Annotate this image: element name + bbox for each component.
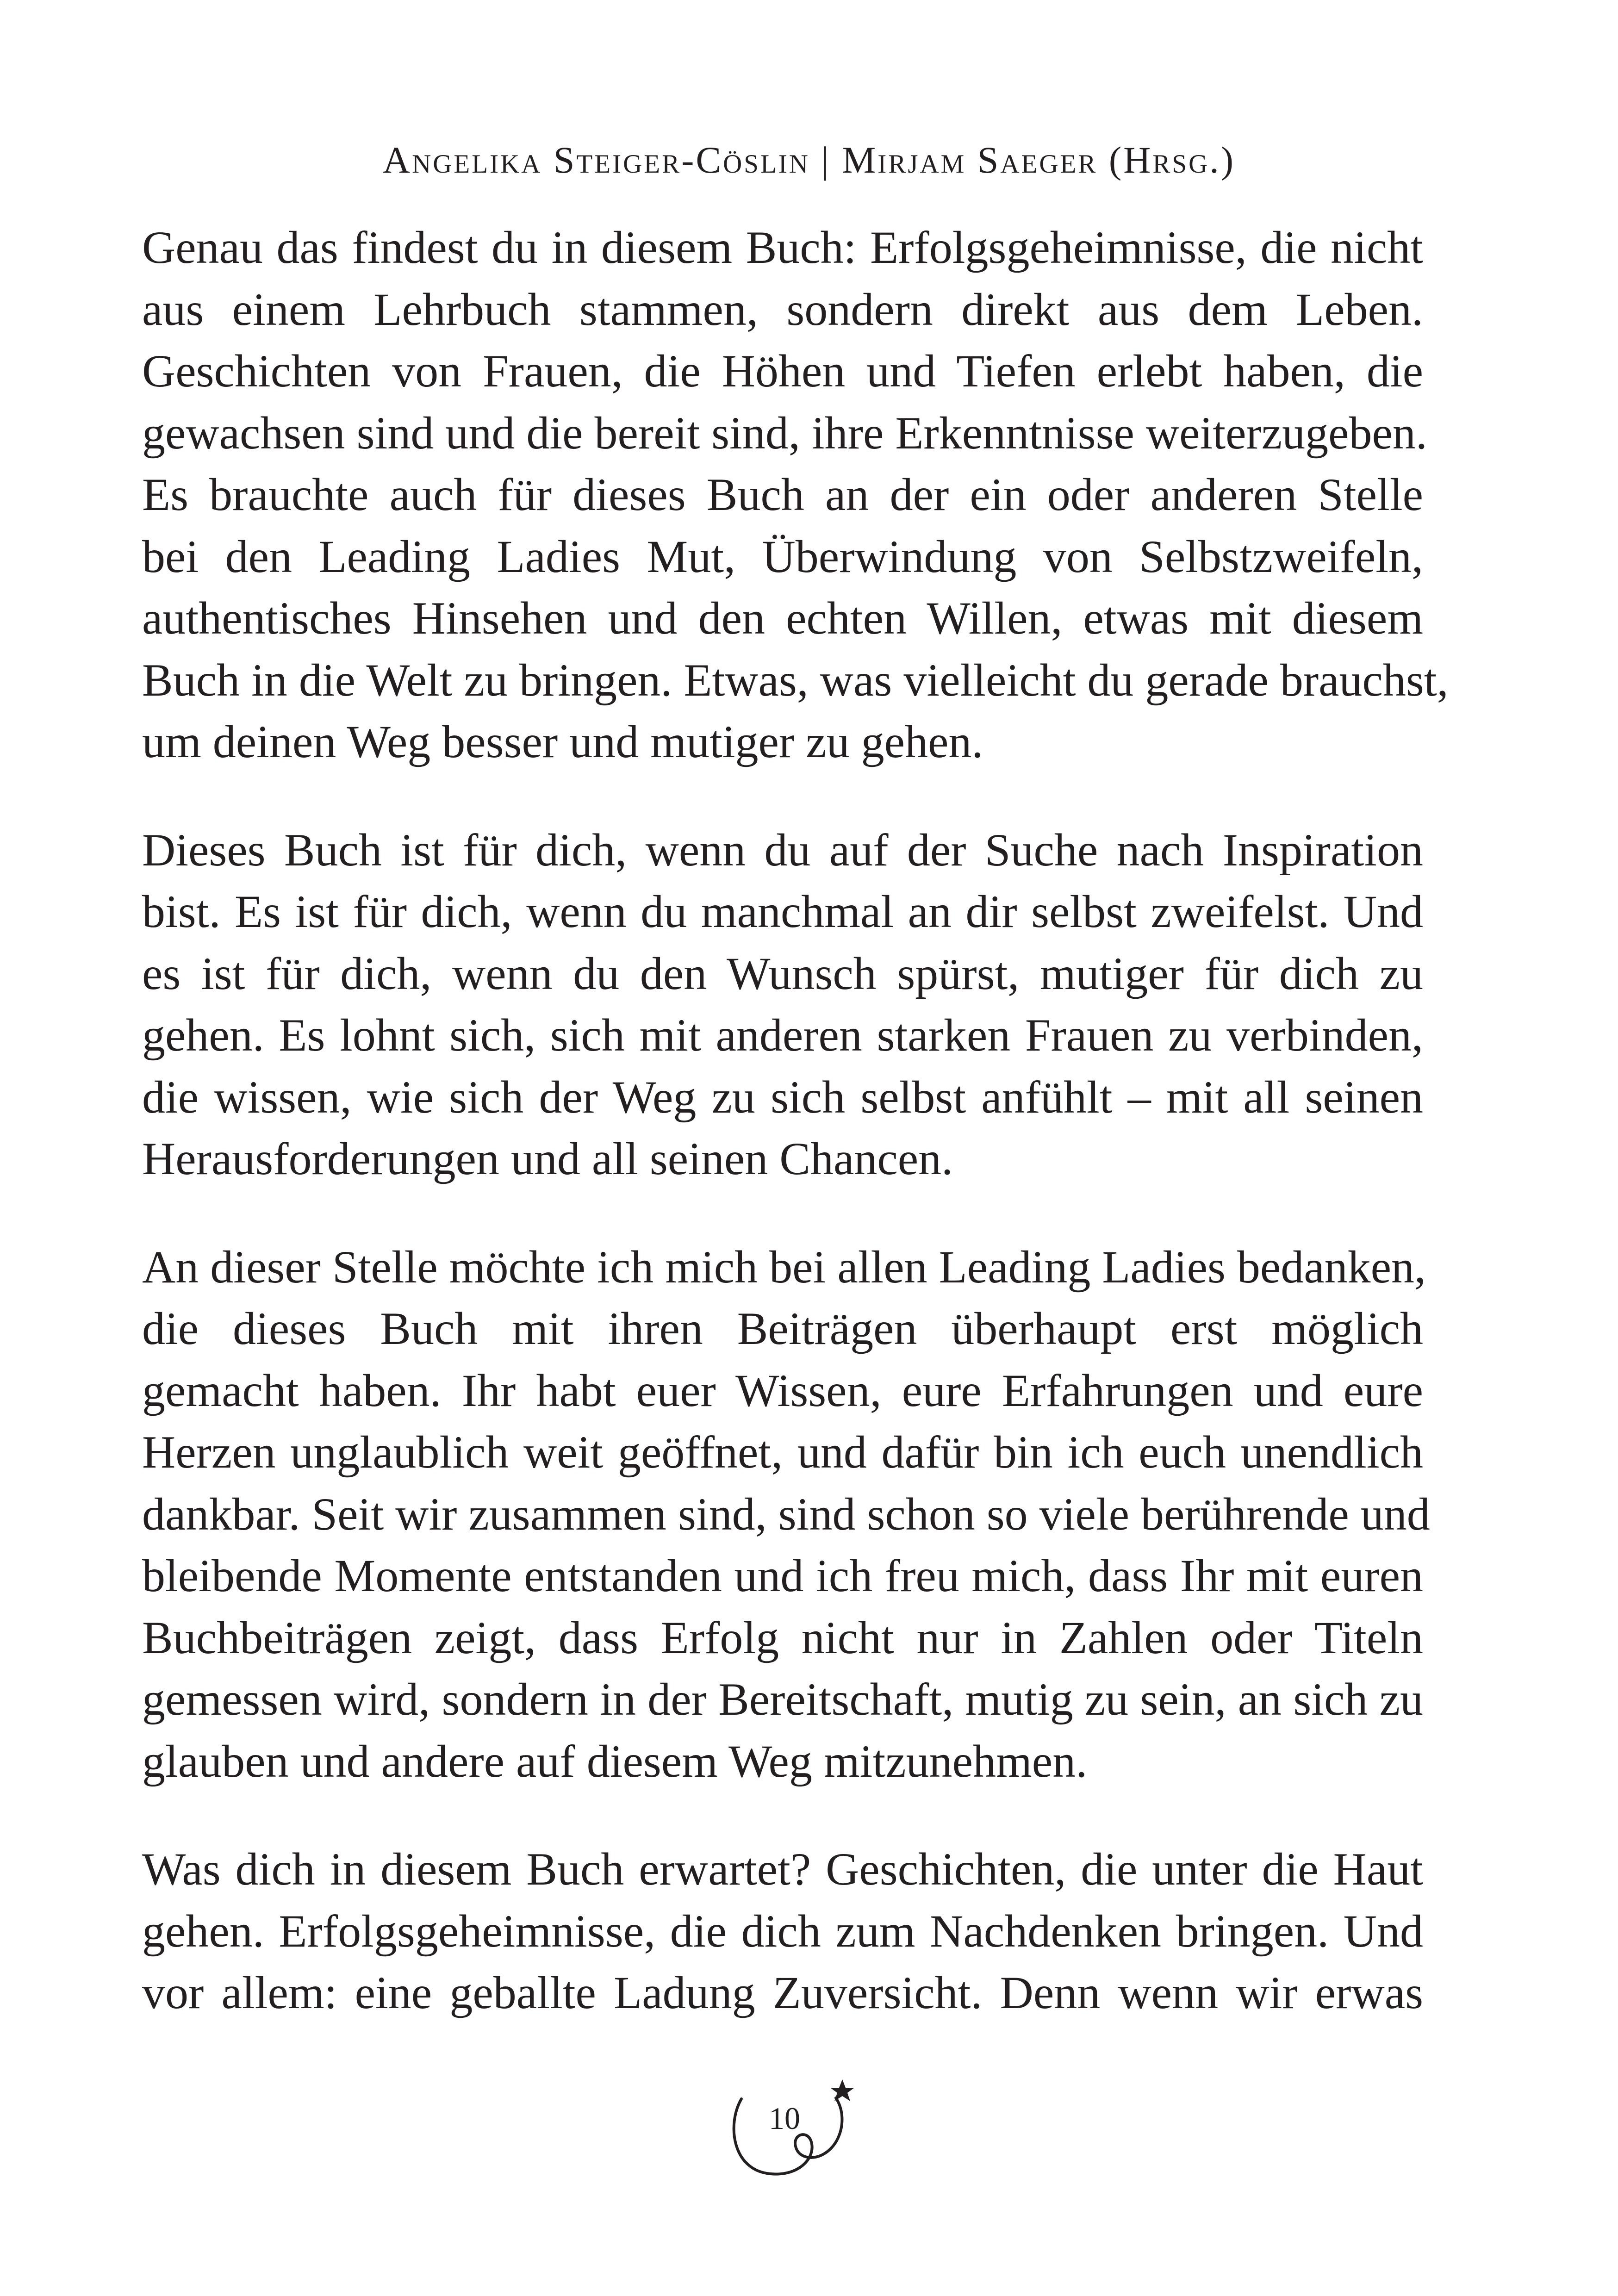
text-line: Buchbeiträgen zeigt, dass Erfolg nicht nur in Zahlen oder Titeln: [142, 1612, 1423, 1663]
text-line: Es brauchte auch für dieses Buch an der ein oder anderen Stelle: [142, 469, 1423, 520]
body-text: [142, 217, 1449, 2024]
text-line: gewachsen sind und die bereit sind, ihre Erkenntnisse weiterzugeben.: [142, 407, 1427, 459]
text-line: gehen. Erfolgsgeheimnisse, die dich zum Nachdenken bringen. Und: [142, 1905, 1423, 1957]
paragraph: [142, 1236, 1430, 1792]
text-line: die dieses Buch mit ihren Beiträgen überhaupt erst möglich: [142, 1303, 1423, 1354]
text-line: dankbar. Seit wir zusammen sind, sind schon so viele berührende und: [142, 1488, 1430, 1540]
text-line: gemessen wird, sondern in der Bereitschaft, mutig zu sein, an sich zu: [142, 1674, 1423, 1725]
page-number: 10: [769, 2101, 800, 2136]
text-line: gemacht haben. Ihr habt euer Wissen, eure Erfahrungen und eure: [142, 1364, 1423, 1416]
text-line: authentisches Hinsehen und den echten Willen, etwas mit diesem: [142, 592, 1423, 644]
text-line: die wissen, wie sich der Weg zu sich selbst anfühlt – mit all seinen: [142, 1071, 1423, 1123]
text-line: aus einem Lehrbuch stammen, sondern direkt aus dem Leben.: [142, 283, 1423, 335]
paragraph: [142, 1838, 1423, 2024]
text-line: glauben und andere auf diesem Weg mitzunehmen.: [142, 1735, 1088, 1787]
text-line: es ist für dich, wenn du den Wunsch spürst, mutiger für dich zu: [142, 947, 1423, 999]
page-footer: [722, 2071, 875, 2196]
text-line: Buch in die Welt zu bringen. Etwas, was vielleicht du gerade brauchst,: [142, 654, 1449, 706]
paragraph: [142, 217, 1449, 773]
text-line: bleibende Momente entstanden und ich freu mich, dass Ihr mit euren: [142, 1550, 1423, 1601]
text-line: Herzen unglaublich weit geöffnet, und dafür bin ich euch unendlich: [142, 1426, 1423, 1478]
text-line: An dieser Stelle möchte ich mich bei allen Leading Ladies bedanken,: [142, 1241, 1426, 1293]
text-line: vor allem: eine geballte Ladung Zuversicht. Denn wenn wir erwas: [142, 1967, 1423, 2018]
text-line: gehen. Es lohnt sich, sich mit anderen starken Frauen zu verbinden,: [142, 1009, 1423, 1061]
text-line: bist. Es ist für dich, wenn du manchmal an dir selbst zweifelst. Und: [142, 886, 1423, 937]
paragraph: [142, 819, 1423, 1190]
text-line: Genau das findest du in diesem Buch: Erfolgsgeheimnisse, die nicht: [142, 222, 1423, 273]
text-line: Geschichten von Frauen, die Höhen und Tiefen erlebt haben, die: [142, 345, 1423, 397]
text-line: um deinen Weg besser und mutiger zu gehen.: [142, 716, 983, 767]
text-line: Was dich in diesem Buch erwartet? Geschichten, die unter die Haut: [142, 1843, 1423, 1895]
text-line: Dieses Buch ist für dich, wenn du auf der Suche nach Inspiration: [142, 824, 1423, 876]
text-line: Herausforderungen und all seinen Chancen.: [142, 1133, 953, 1184]
text-line: bei den Leading Ladies Mut, Überwindung von Selbstzweifeln,: [142, 530, 1423, 582]
running-header: Angelika Steiger-Cöslin | Mirjam Saeger (Hrsg.): [382, 139, 1236, 181]
